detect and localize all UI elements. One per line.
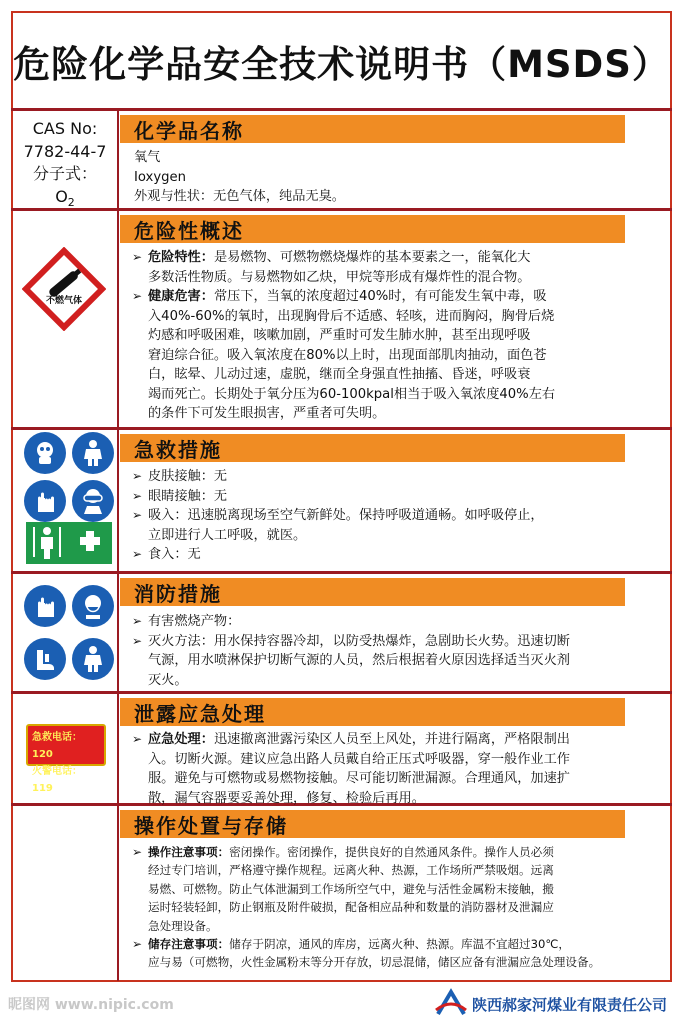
watermark: 昵图网 www.nipic.com	[8, 997, 174, 1013]
cas-block	[13, 118, 117, 214]
arrow-icon: ➢	[132, 508, 143, 522]
formula-label: 分子式：	[32, 164, 97, 183]
eyewash-shower-icon	[26, 522, 112, 564]
section-heading-hazard: 危险性概述	[120, 215, 625, 243]
fire-text: ➢ 有害燃烧产物： ➢ 灭火方法：用水保持容器冷却，以防受热爆炸，急剧助长火势。迅速切断 气源，用水喷淋保护切断气源的人员，然后根据着火原因选择适当灭火剂 灭火。	[132, 614, 570, 688]
emergency-phone-120: 急救电话：120	[32, 732, 82, 760]
arrow-icon: ➢	[132, 289, 143, 303]
pictogram-label: 不燃气体	[45, 296, 83, 306]
column-divider	[117, 111, 119, 981]
arrow-icon: ➢	[132, 614, 143, 628]
gas-mask-icon	[24, 432, 66, 474]
divider	[11, 571, 672, 574]
section-heading-name: 化学品名称	[120, 115, 625, 143]
section-heading-storage: 操作处置与存储	[120, 810, 625, 838]
cas-label: CAS No:	[32, 119, 98, 138]
appearance: 外观与性状：无色气体，纯品无臭。	[134, 189, 345, 204]
chemical-name: 氧气	[134, 150, 161, 165]
nonflammable-gas-pictogram-icon	[22, 247, 106, 331]
page-title: 危险化学品安全技术说明书（MSDS）	[13, 43, 670, 86]
respirator-icon	[72, 585, 114, 627]
protective-suit-icon	[72, 638, 114, 680]
name-text	[134, 148, 654, 207]
divider	[11, 691, 672, 694]
company-name: 陕西郝家河煤业有限责任公司	[472, 996, 668, 1014]
safety-boots-icon	[24, 638, 66, 680]
leak-text: ➢ 应急处理：迅速撤离泄露污染区人员至上风处，并进行隔离，严格限制出 入。切断火源。建议应急出路人员戴自给正压式呼吸器，穿一般作业工作 服。避免与可燃物或易燃物接触。尽可能切断泄漏源。合理通风，加速扩 散，漏气容器要妥善处理，修复、检验后再用。	[132, 732, 570, 806]
section-heading-fire: 消防措施	[120, 578, 625, 606]
divider	[11, 108, 672, 111]
formula-value: $O_2$	[55, 186, 75, 209]
emergency-phone-box	[26, 724, 106, 794]
divider	[11, 427, 672, 430]
company-logo-icon	[434, 988, 468, 1018]
gloves-icon	[24, 585, 66, 627]
arrow-icon: ➢	[132, 547, 143, 561]
section-heading-leak: 泄露应急处理	[120, 698, 625, 726]
gloves-icon	[24, 480, 66, 522]
chemical-name-en: Ioxygen	[134, 169, 187, 185]
arrow-icon: ➢	[132, 937, 143, 952]
arrow-icon: ➢	[132, 488, 143, 503]
storage-text: ➢ 操作注意事项：密闭操作。密闭操作，提供良好的自然通风条件。操作人员必须 经过专门培训，严格遵守操作规程。远离火种、热源，工作场所严禁吸烟。远离 易燃、可燃物。防止气体泄漏到工作场所空气中，避免与活性金属粉末接触，搬 运时轻装轻卸，防止钢瓶及附件破损，配备相应品种和数量的消防器材及泄漏应 急处理设备。 ➢ 储存注意事项：储存于阴凉，通风的库房，远离火种、热源。库温不宜超过30℃， 应与易（可燃物，火性金属粉末等分开存放，切忌混储，储区应备有泄漏应急处理设备。	[132, 845, 601, 970]
protective-suit-icon	[72, 432, 114, 474]
firstaid-text: ➢ 皮肤接触：无 ➢ 眼睛接触：无 ➢ 吸入：迅速脱离现场至空气新鲜处。保持呼吸道通畅。如呼吸停止， 立即进行人工呼吸，就医。 ➢ 食入：无	[132, 467, 652, 565]
footer	[0, 988, 683, 1024]
arrow-icon: ➢	[132, 250, 143, 264]
arrow-icon: ➢	[132, 845, 143, 859]
arrow-icon: ➢	[132, 469, 143, 483]
arrow-icon: ➢	[132, 732, 143, 746]
hazard-text: ➢ 危险特性：是易燃物、可燃物燃烧爆炸的基本要素之一，能氧化大 多数活性物质。与易燃物如乙炔，甲烷等形成有爆炸性的混合物。 ➢ 健康危害：常压下，当氧的浓度超过40%时，有可能发生氧中毒，吸 入40%-60%的氧时，出现胸骨后不适感、轻咳，进而胸闷，胸骨后烧 灼感和呼吸困难，咳嗽加剧，严重时可发生肺水肿，甚至出现呼吸 窘迫综合征。吸入氧浓度在80%以上时，出现面部肌肉抽动，面色苍 白，眩晕、儿动过速，虚脱，继而全身强直性抽搐、昏迷，呼吸衰 竭而死亡。长期处于氧分压为60-100kpal相当于吸入氧浓度40%左右 的条件下可发生眼损害，严重者可失明。	[132, 250, 556, 421]
cas-number: 7782-44-7	[23, 141, 107, 161]
arrow-icon: ➢	[132, 633, 143, 648]
goggles-icon	[72, 480, 114, 522]
fire-phone-119: 火警电话：119	[32, 766, 82, 794]
section-heading-firstaid: 急救措施	[120, 434, 625, 462]
